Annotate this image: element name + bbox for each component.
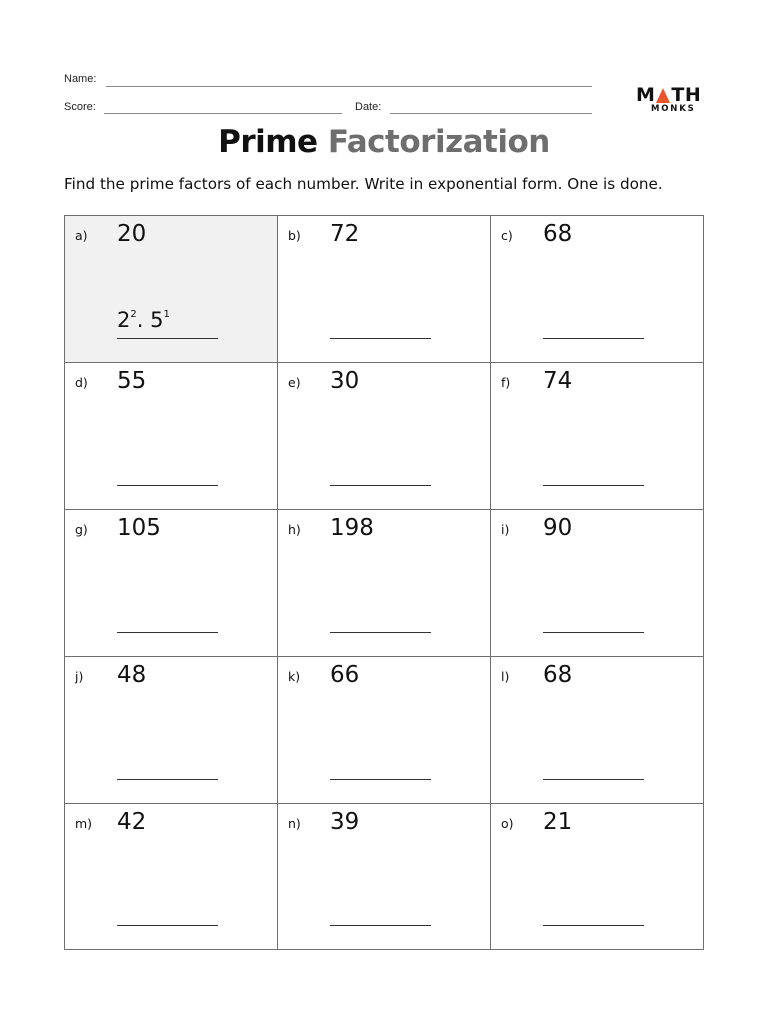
- problem-cell: [65, 510, 278, 657]
- problem-cell: [278, 216, 491, 363]
- problem-cell: [278, 510, 491, 657]
- logo-text-right: TH: [671, 84, 702, 106]
- answer-line[interactable]: [117, 925, 218, 926]
- instructions-text: Find the prime factors of each number. Write in exponential form. One is done.: [64, 175, 663, 193]
- math-monks-logo: [636, 84, 708, 118]
- problem-cell: [65, 363, 278, 510]
- problem-label: g): [75, 522, 88, 537]
- answer-line[interactable]: [543, 925, 644, 926]
- problem-number: 68: [543, 662, 573, 688]
- problem-cell: [65, 216, 278, 363]
- problem-cell: [278, 804, 491, 949]
- date-label: Date:: [355, 101, 382, 113]
- problem-cell: [278, 363, 491, 510]
- problem-number: 48: [117, 662, 147, 688]
- problem-number: 55: [117, 368, 147, 394]
- problem-label: k): [288, 669, 301, 684]
- problem-label: l): [501, 669, 510, 684]
- answer-line[interactable]: [117, 779, 218, 780]
- problem-label: i): [501, 522, 510, 537]
- problem-label: b): [288, 228, 301, 243]
- problem-number: 30: [330, 368, 360, 394]
- problem-number: 68: [543, 221, 573, 247]
- logo-text-bottom: MONKS: [651, 104, 696, 114]
- problem-label: f): [501, 375, 511, 390]
- answer-line[interactable]: [543, 779, 644, 780]
- problem-number: 74: [543, 368, 573, 394]
- answer-line[interactable]: [330, 632, 431, 633]
- score-label: Score:: [64, 101, 96, 113]
- problem-number: 198: [330, 515, 374, 541]
- problem-cell: [491, 216, 703, 363]
- problem-label: n): [288, 816, 301, 831]
- title-part-prime: Prime: [218, 124, 318, 160]
- problem-label: h): [288, 522, 301, 537]
- answer-line[interactable]: [330, 779, 431, 780]
- answer-exponent-1: 2: [130, 309, 137, 320]
- answer-exponent-2: 1: [163, 309, 170, 320]
- problem-cell: [491, 510, 703, 657]
- name-label: Name:: [64, 73, 97, 85]
- problem-label: m): [75, 816, 93, 831]
- answer-line[interactable]: [330, 925, 431, 926]
- problem-number: 90: [543, 515, 573, 541]
- problem-number: 21: [543, 809, 573, 835]
- example-answer: [117, 308, 170, 332]
- problem-label: o): [501, 816, 514, 831]
- problem-number: 20: [117, 221, 147, 247]
- page-title: [0, 124, 768, 160]
- answer-line[interactable]: [543, 485, 644, 486]
- problem-cell: [491, 804, 703, 949]
- triangle-icon: [656, 88, 670, 103]
- answer-base-2: 5: [150, 308, 164, 332]
- problem-label: a): [75, 228, 88, 243]
- name-field-line[interactable]: [106, 86, 592, 87]
- logo-text-left: M: [636, 84, 656, 106]
- answer-line[interactable]: [330, 338, 431, 339]
- answer-line[interactable]: [117, 485, 218, 486]
- problem-cell: [65, 657, 278, 804]
- answer-line[interactable]: [543, 338, 644, 339]
- problem-cell: [491, 363, 703, 510]
- title-part-factorization: Factorization: [327, 124, 550, 160]
- answer-separator: .: [136, 308, 151, 332]
- problem-label: j): [75, 669, 84, 684]
- problem-number: 42: [117, 809, 147, 835]
- problem-label: c): [501, 228, 513, 243]
- answer-line[interactable]: [330, 485, 431, 486]
- answer-line[interactable]: [117, 632, 218, 633]
- answer-base-1: 2: [117, 308, 131, 332]
- score-field-line[interactable]: [104, 113, 342, 114]
- problem-cell: [65, 804, 278, 949]
- problem-number: 39: [330, 809, 360, 835]
- problem-label: e): [288, 375, 301, 390]
- problem-number: 105: [117, 515, 161, 541]
- problem-label: d): [75, 375, 88, 390]
- problem-number: 66: [330, 662, 360, 688]
- date-field-line[interactable]: [390, 113, 592, 114]
- problem-cell: [278, 657, 491, 804]
- answer-line[interactable]: [543, 632, 644, 633]
- problem-grid: [64, 215, 704, 950]
- answer-line: [117, 338, 218, 339]
- problem-cell: [491, 657, 703, 804]
- problem-number: 72: [330, 221, 360, 247]
